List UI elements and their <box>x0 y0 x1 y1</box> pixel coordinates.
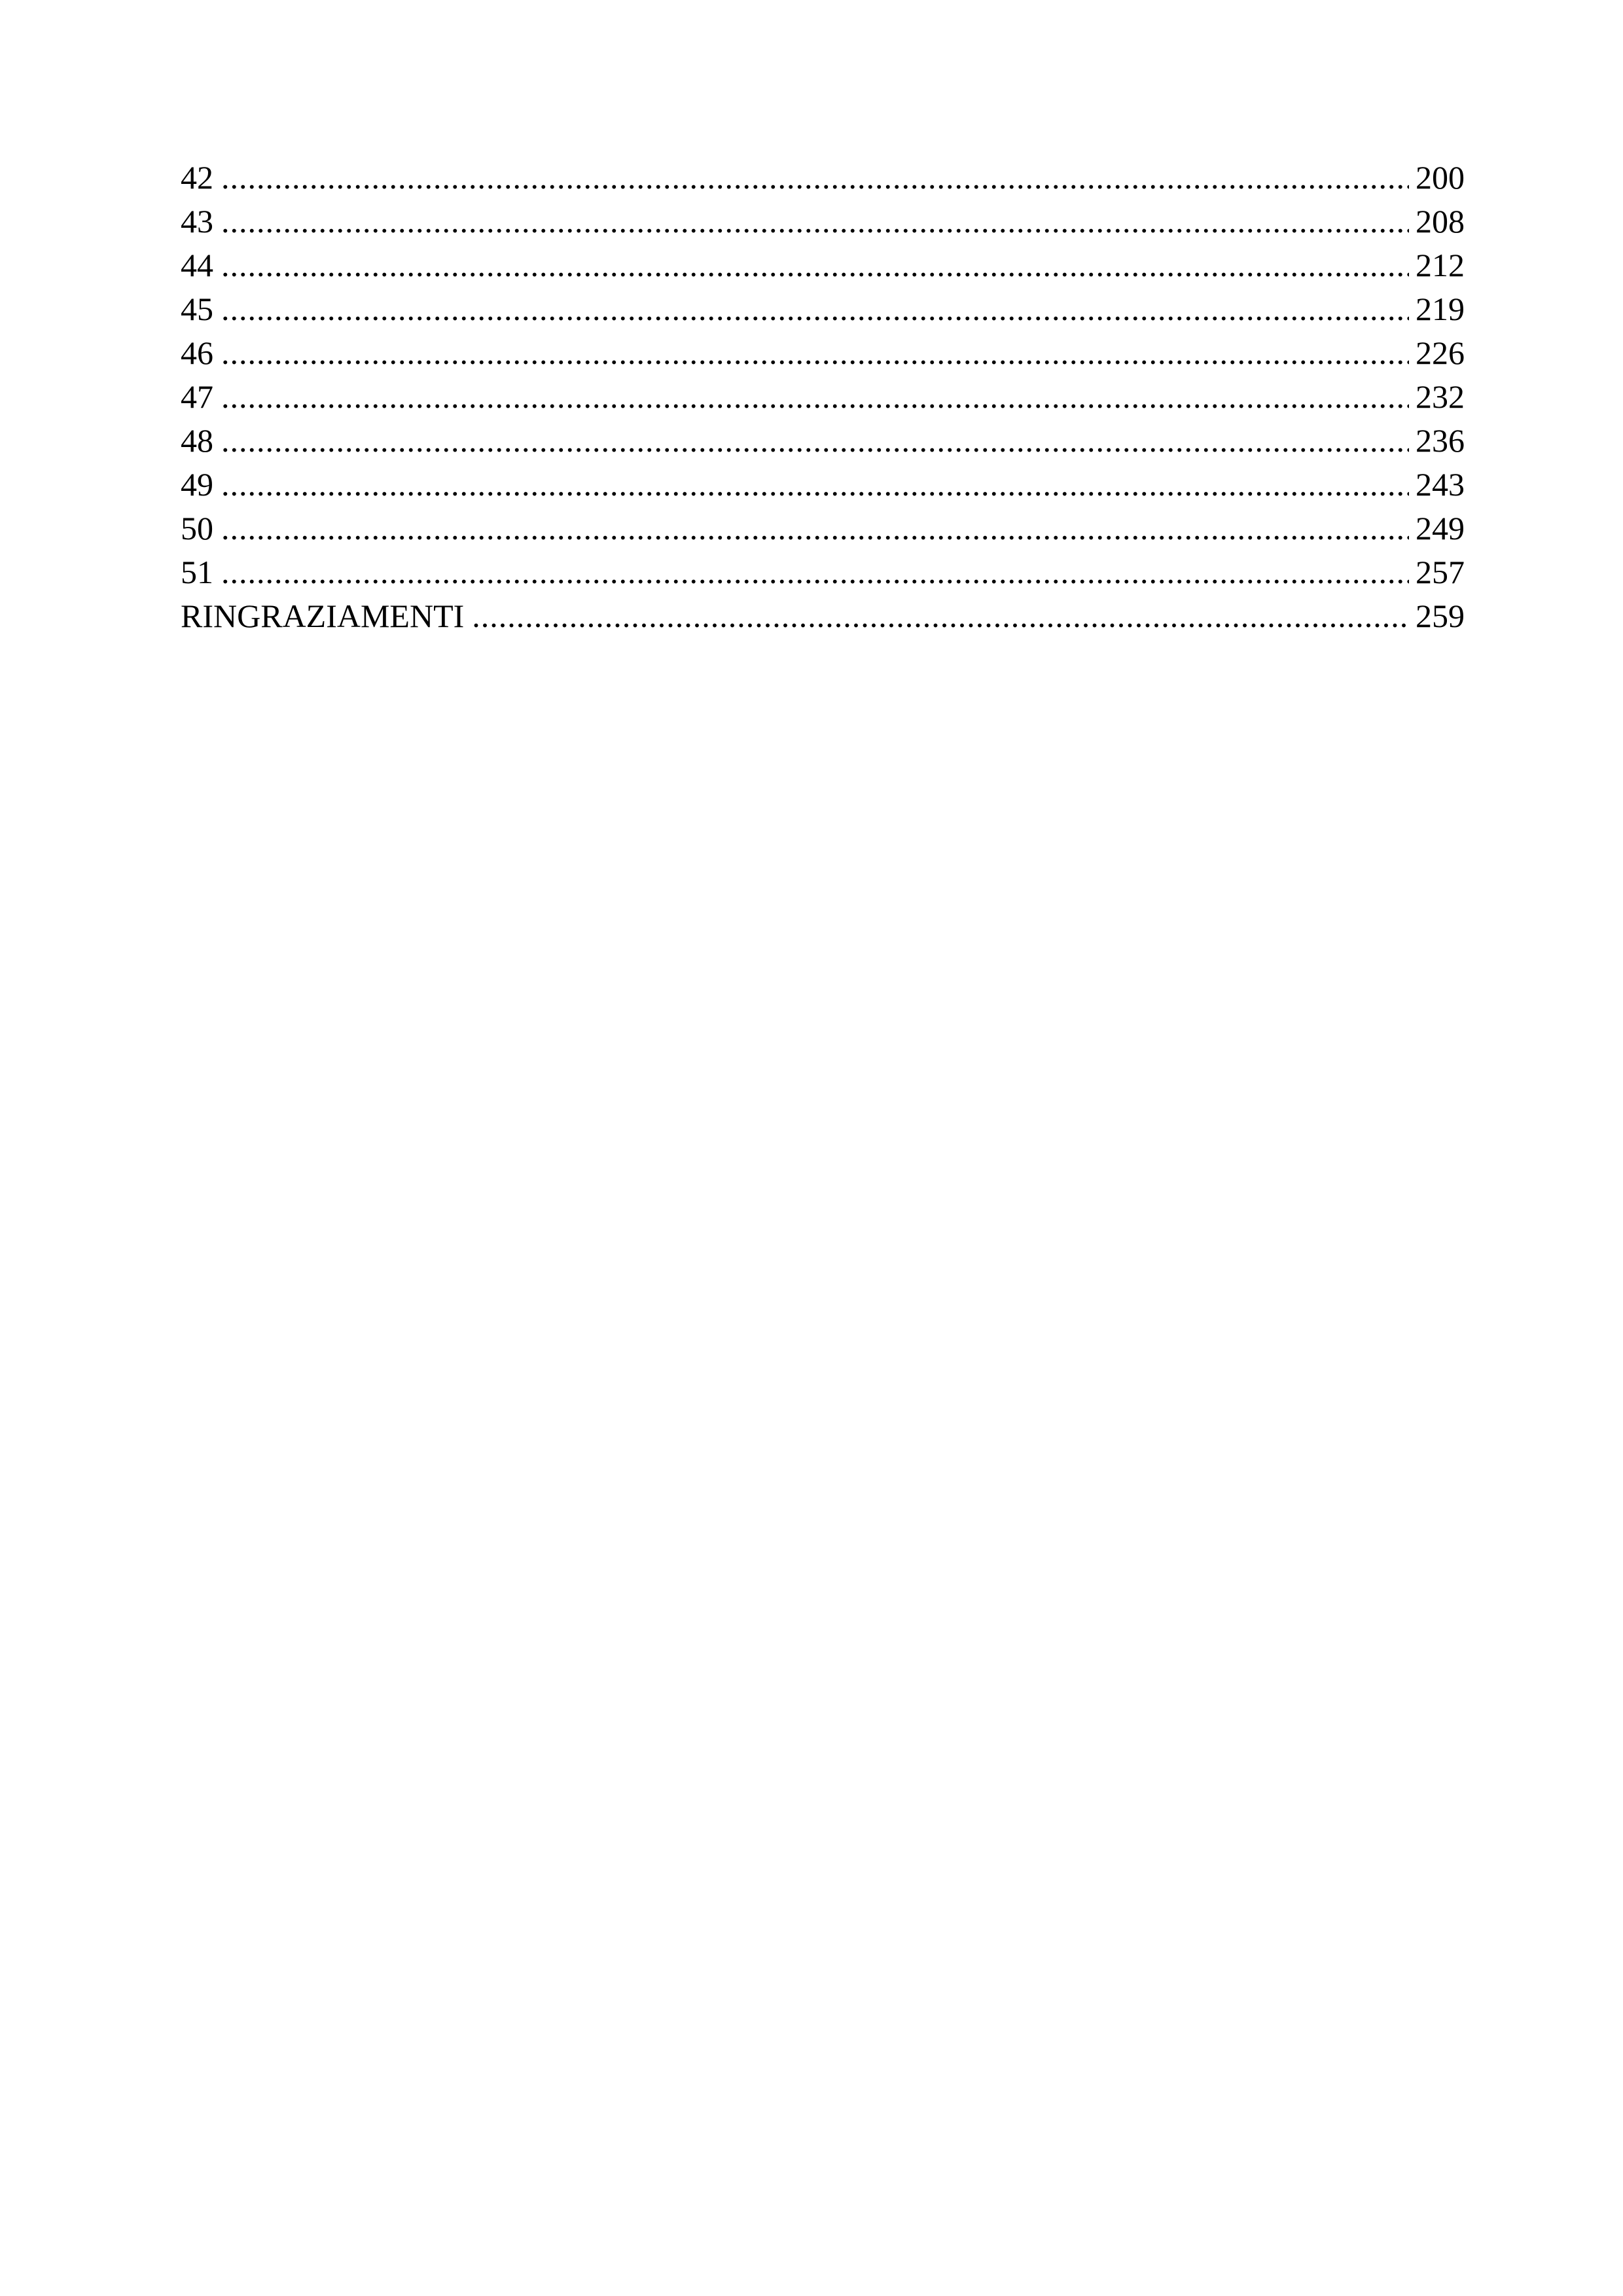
toc-dot-leader <box>472 594 1409 638</box>
toc-entry-label: 47 <box>181 378 213 415</box>
toc-entry <box>181 243 1465 287</box>
toc-dot-leader <box>221 375 1409 419</box>
toc-entry-label: 43 <box>181 203 213 240</box>
toc-entry-page: 257 <box>1416 554 1465 590</box>
toc-dot-leader <box>221 419 1409 463</box>
toc-dot-leader <box>221 243 1409 287</box>
toc-entry-label: 42 <box>181 159 213 196</box>
toc-entry-page: 236 <box>1416 422 1465 459</box>
toc-entry-page: 200 <box>1416 159 1465 196</box>
toc-entry-page: 226 <box>1416 334 1465 371</box>
toc-entry-label: 44 <box>181 247 213 283</box>
toc-dot-leader <box>221 507 1409 550</box>
toc-entry <box>181 419 1465 463</box>
toc-entry-label: 48 <box>181 422 213 459</box>
toc-entry <box>181 507 1465 550</box>
toc-dot-leader <box>221 550 1409 594</box>
toc-entry-page: 259 <box>1416 598 1465 634</box>
toc-entry <box>181 156 1465 200</box>
toc-entry <box>181 200 1465 243</box>
toc-dot-leader <box>221 200 1409 243</box>
toc-entry-page: 208 <box>1416 203 1465 240</box>
toc-entry-label: 45 <box>181 291 213 327</box>
toc-entry-label: 51 <box>181 554 213 590</box>
toc-entry <box>181 331 1465 375</box>
toc-dot-leader <box>221 331 1409 375</box>
toc-entry <box>181 594 1465 638</box>
toc-entry-page: 243 <box>1416 466 1465 503</box>
toc-entry-label: 50 <box>181 510 213 547</box>
toc-dot-leader <box>221 463 1409 507</box>
toc-entry <box>181 550 1465 594</box>
toc-entry-label: 49 <box>181 466 213 503</box>
toc-entry-page: 212 <box>1416 247 1465 283</box>
toc-dot-leader <box>221 287 1409 331</box>
table-of-contents <box>181 156 1465 638</box>
toc-entry-label: 46 <box>181 334 213 371</box>
toc-entry-page: 232 <box>1416 378 1465 415</box>
toc-entry-label: RINGRAZIAMENTI <box>181 598 465 634</box>
toc-entry <box>181 375 1465 419</box>
toc-entry <box>181 287 1465 331</box>
toc-entry-page: 249 <box>1416 510 1465 547</box>
toc-entry <box>181 463 1465 507</box>
toc-entry-page: 219 <box>1416 291 1465 327</box>
toc-dot-leader <box>221 156 1409 200</box>
